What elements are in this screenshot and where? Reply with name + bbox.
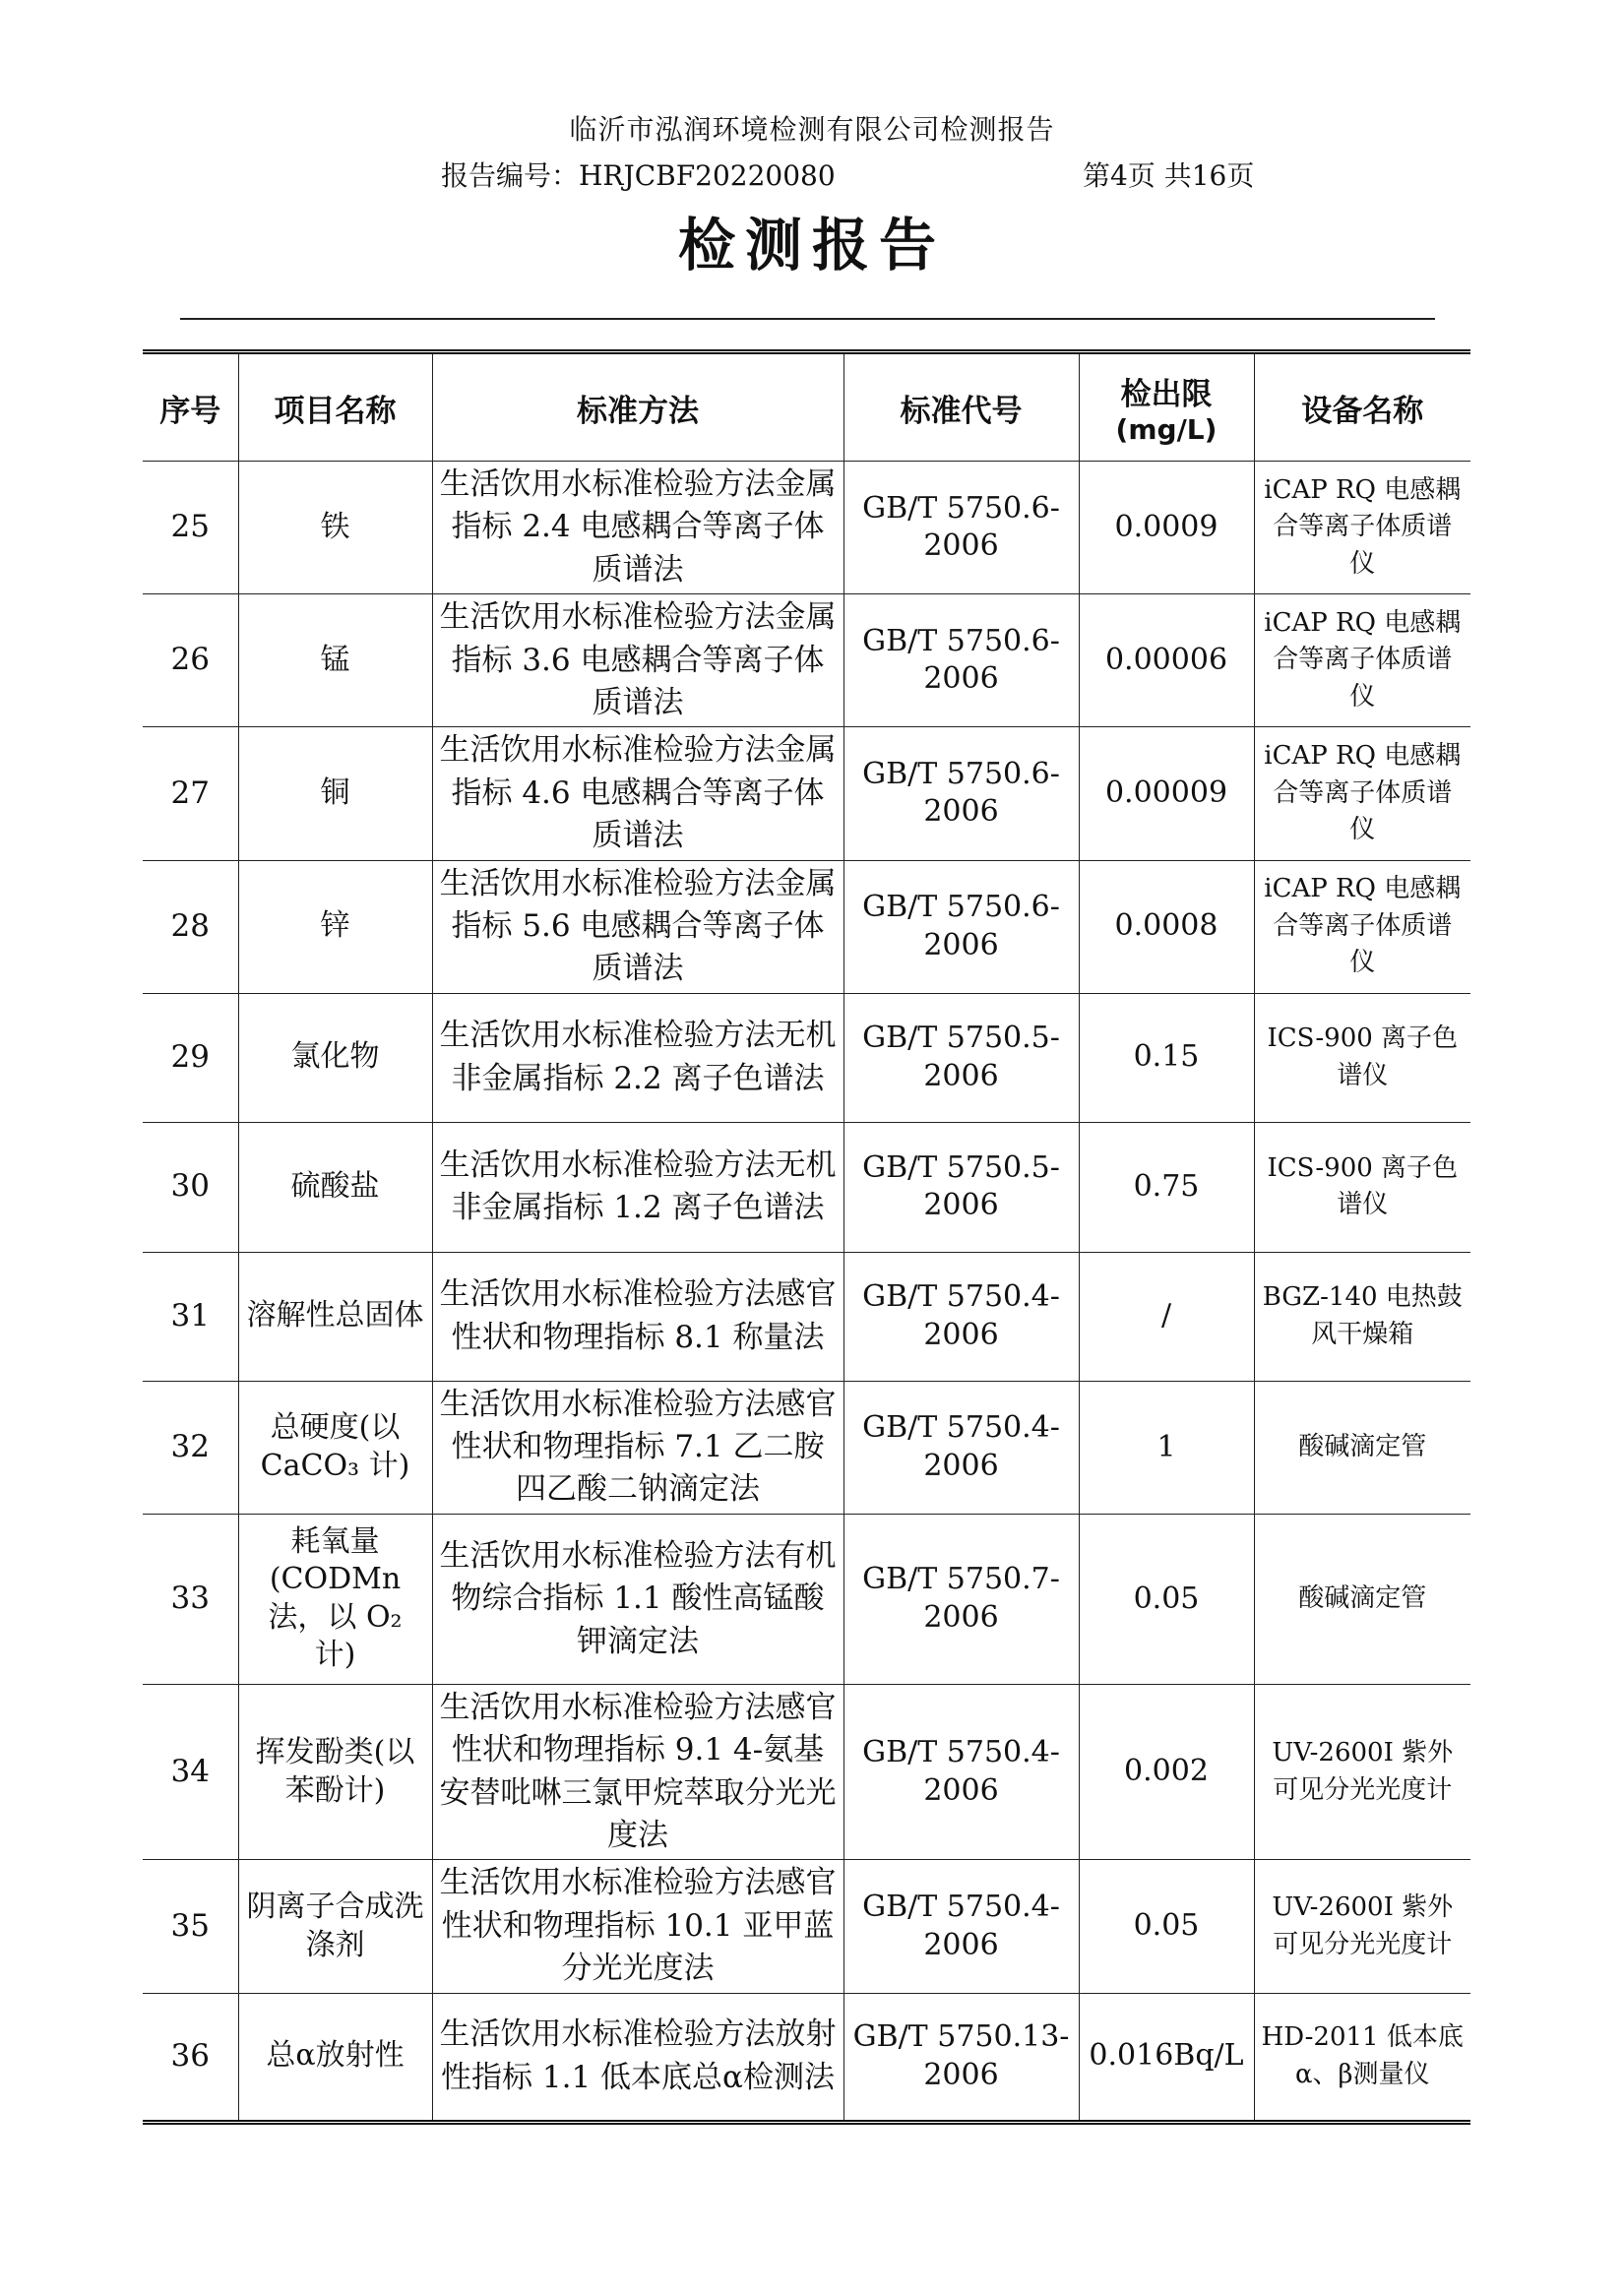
cell-no: 25 xyxy=(143,462,238,594)
cell-code: GB/T 5750.4-2006 xyxy=(843,1381,1079,1514)
cell-limit: 0.016Bq/L xyxy=(1079,1993,1254,2122)
cell-limit: 0.05 xyxy=(1079,1860,1254,1993)
cell-limit: / xyxy=(1079,1252,1254,1381)
cell-code: GB/T 5750.13-2006 xyxy=(843,1993,1079,2122)
cell-no: 29 xyxy=(143,993,238,1122)
cell-no: 27 xyxy=(143,727,238,860)
cell-limit: 0.0009 xyxy=(1079,462,1254,594)
cell-limit: 0.002 xyxy=(1079,1684,1254,1860)
cell-equipment: UV-2600I 紫外可见分光光度计 xyxy=(1254,1860,1470,1993)
table-row xyxy=(143,1993,1470,2122)
cell-limit: 0.05 xyxy=(1079,1514,1254,1684)
header-limit-label: 检出限 xyxy=(1120,377,1213,412)
cell-item: 铜 xyxy=(238,727,432,860)
cell-no: 34 xyxy=(143,1684,238,1860)
cell-item: 溶解性总固体 xyxy=(238,1252,432,1381)
cell-limit: 1 xyxy=(1079,1381,1254,1514)
cell-equipment: UV-2600I 紫外可见分光光度计 xyxy=(1254,1684,1470,1860)
cell-method: 生活饮用水标准检验方法感官性状和物理指标 9.1 4-氨基安替吡啉三氯甲烷萃取分光光度法 xyxy=(432,1684,843,1860)
header-method: 标准方法 xyxy=(432,352,843,462)
cell-code: GB/T 5750.7-2006 xyxy=(843,1514,1079,1684)
cell-no: 31 xyxy=(143,1252,238,1381)
cell-method: 生活饮用水标准检验方法无机非金属指标 1.2 离子色谱法 xyxy=(432,1122,843,1252)
cell-method: 生活饮用水标准检验方法有机物综合指标 1.1 酸性高锰酸钾滴定法 xyxy=(432,1514,843,1684)
cell-equipment: iCAP RQ 电感耦合等离子体质谱仪 xyxy=(1254,594,1470,727)
cell-item: 锰 xyxy=(238,594,432,727)
header-equipment: 设备名称 xyxy=(1254,352,1470,462)
cell-code: GB/T 5750.5-2006 xyxy=(843,993,1079,1122)
cell-code: GB/T 5750.6-2006 xyxy=(843,860,1079,993)
table-row xyxy=(143,594,1470,727)
report-number: 报告编号：HRJCBF20220080 xyxy=(441,159,836,192)
cell-method: 生活饮用水标准检验方法金属指标 2.4 电感耦合等离子体质谱法 xyxy=(432,462,843,594)
company-report-line: 临沂市泓润环境检测有限公司检测报告 xyxy=(569,113,1055,146)
cell-code: GB/T 5750.6-2006 xyxy=(843,727,1079,860)
cell-method: 生活饮用水标准检验方法金属指标 5.6 电感耦合等离子体质谱法 xyxy=(432,860,843,993)
table-row xyxy=(143,860,1470,993)
table-row xyxy=(143,1514,1470,1684)
cell-limit: 0.75 xyxy=(1079,1122,1254,1252)
cell-item: 挥发酚类(以苯酚计) xyxy=(238,1684,432,1860)
table-row xyxy=(143,1684,1470,1860)
cell-no: 26 xyxy=(143,594,238,727)
cell-equipment: iCAP RQ 电感耦合等离子体质谱仪 xyxy=(1254,860,1470,993)
cell-no: 36 xyxy=(143,1993,238,2122)
cell-code: GB/T 5750.5-2006 xyxy=(843,1122,1079,1252)
table-row xyxy=(143,1381,1470,1514)
cell-item: 总α放射性 xyxy=(238,1993,432,2122)
cell-item: 氯化物 xyxy=(238,993,432,1122)
cell-equipment: HD-2011 低本底α、β测量仪 xyxy=(1254,1993,1470,2122)
cell-method: 生活饮用水标准检验方法金属指标 3.6 电感耦合等离子体质谱法 xyxy=(432,594,843,727)
header-no: 序号 xyxy=(143,352,238,462)
table-row xyxy=(143,1252,1470,1381)
table-row xyxy=(143,993,1470,1122)
cell-no: 32 xyxy=(143,1381,238,1514)
cell-item: 总硬度(以 CaCO₃ 计) xyxy=(238,1381,432,1514)
cell-no: 33 xyxy=(143,1514,238,1684)
cell-limit: 0.00006 xyxy=(1079,594,1254,727)
cell-method: 生活饮用水标准检验方法感官性状和物理指标 10.1 亚甲蓝分光光度法 xyxy=(432,1860,843,1993)
cell-method: 生活饮用水标准检验方法金属指标 4.6 电感耦合等离子体质谱法 xyxy=(432,727,843,860)
cell-equipment: 酸碱滴定管 xyxy=(1254,1381,1470,1514)
cell-no: 35 xyxy=(143,1860,238,1993)
table-row xyxy=(143,1122,1470,1252)
cell-method: 生活饮用水标准检验方法放射性指标 1.1 低本底总α检测法 xyxy=(432,1993,843,2122)
cell-equipment: 酸碱滴定管 xyxy=(1254,1514,1470,1684)
page-title: 检测报告 xyxy=(677,212,946,279)
page-info: 第4页 共16页 xyxy=(1083,159,1255,192)
cell-item: 铁 xyxy=(238,462,432,594)
results-table-container xyxy=(143,349,1470,2125)
cell-equipment: iCAP RQ 电感耦合等离子体质谱仪 xyxy=(1254,462,1470,594)
header-limit xyxy=(1079,352,1254,462)
cell-equipment: BGZ-140 电热鼓风干燥箱 xyxy=(1254,1252,1470,1381)
table-body xyxy=(143,462,1470,2123)
cell-limit: 0.0008 xyxy=(1079,860,1254,993)
cell-equipment: ICS-900 离子色谱仪 xyxy=(1254,1122,1470,1252)
table-row xyxy=(143,727,1470,860)
cell-code: GB/T 5750.4-2006 xyxy=(843,1684,1079,1860)
header-item: 项目名称 xyxy=(238,352,432,462)
table-row xyxy=(143,462,1470,594)
cell-method: 生活饮用水标准检验方法感官性状和物理指标 7.1 乙二胺四乙酸二钠滴定法 xyxy=(432,1381,843,1514)
table-row xyxy=(143,1860,1470,1993)
header-code: 标准代号 xyxy=(843,352,1079,462)
cell-code: GB/T 5750.6-2006 xyxy=(843,462,1079,594)
cell-limit: 0.00009 xyxy=(1079,727,1254,860)
title-divider xyxy=(180,318,1435,320)
cell-code: GB/T 5750.6-2006 xyxy=(843,594,1079,727)
cell-no: 30 xyxy=(143,1122,238,1252)
standards-table xyxy=(143,349,1470,2125)
cell-item: 锌 xyxy=(238,860,432,993)
cell-no: 28 xyxy=(143,860,238,993)
table-header-row xyxy=(143,352,1470,462)
cell-item: 硫酸盐 xyxy=(238,1122,432,1252)
header-limit-unit: (mg/L) xyxy=(1115,413,1218,446)
cell-equipment: ICS-900 离子色谱仪 xyxy=(1254,993,1470,1122)
cell-code: GB/T 5750.4-2006 xyxy=(843,1252,1079,1381)
cell-equipment: iCAP RQ 电感耦合等离子体质谱仪 xyxy=(1254,727,1470,860)
cell-limit: 0.15 xyxy=(1079,993,1254,1122)
cell-method: 生活饮用水标准检验方法无机非金属指标 2.2 离子色谱法 xyxy=(432,993,843,1122)
cell-code: GB/T 5750.4-2006 xyxy=(843,1860,1079,1993)
cell-item: 耗氧量(CODMn 法，以 O₂ 计) xyxy=(238,1514,432,1684)
cell-item: 阴离子合成洗涤剂 xyxy=(238,1860,432,1993)
cell-method: 生活饮用水标准检验方法感官性状和物理指标 8.1 称量法 xyxy=(432,1252,843,1381)
